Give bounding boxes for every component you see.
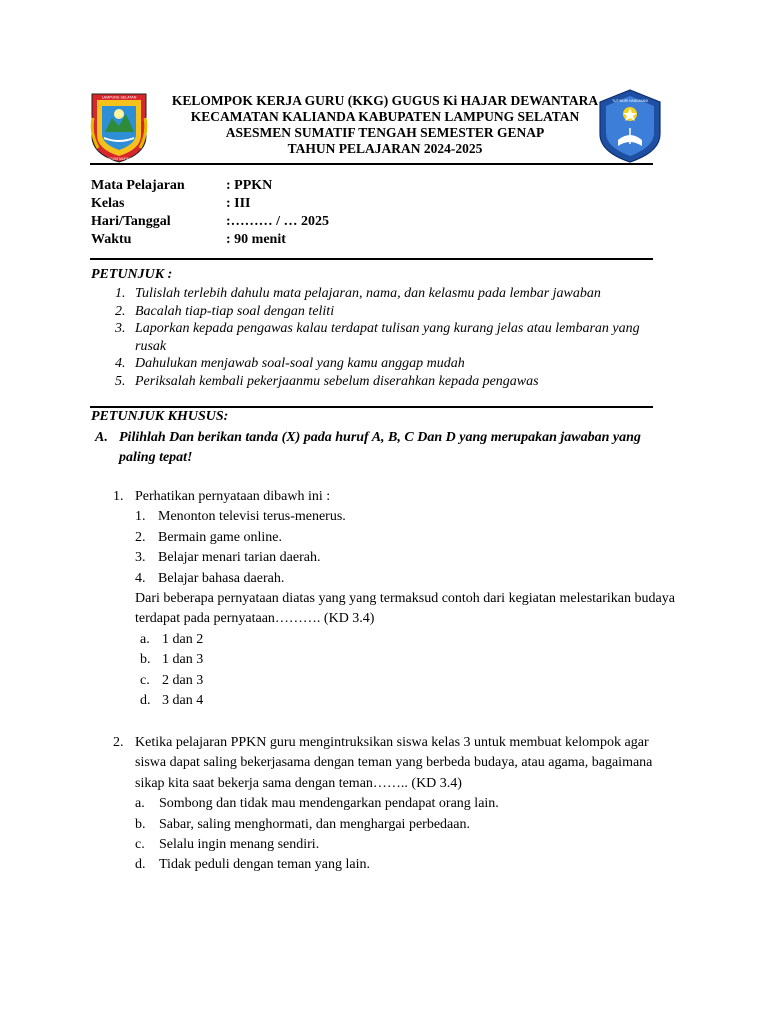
question-prompt: Dari beberapa pernyataan diatas yang yang termaksud contoh dari kegiatan melestarikan budaya terdapat pada pernyataan………. (KD 3.4) (135, 591, 675, 627)
question-number: 1. (113, 489, 124, 504)
statement-text: Belajar bahasa daerah. (158, 570, 285, 586)
answer-option[interactable] (135, 794, 676, 814)
identity-value: : 90 menit (226, 232, 286, 247)
identity-value: :……… / … 2025 (226, 214, 330, 229)
letterhead (150, 93, 620, 157)
statement-item (135, 528, 676, 548)
section-marker: A. (95, 430, 108, 445)
identity-label: Hari/Tanggal (91, 214, 171, 229)
instruction-item (91, 303, 661, 321)
instruction-number: 4. (115, 356, 126, 371)
header-line-4: TAHUN PELAJARAN 2024-2025 (287, 141, 483, 156)
instruction-text: Bacalah tiap-tiap soal dengan teliti (135, 303, 335, 319)
option-text: 2 dan 3 (162, 672, 204, 688)
identity-label: Waktu (91, 232, 132, 247)
special-instructions (91, 408, 661, 468)
question-row (91, 487, 676, 711)
answer-option[interactable] (135, 815, 676, 835)
statement-item (135, 507, 676, 527)
instruction-text: Laporkan kepada pengawas kalau terdapat tulisan yang kurang jelas atau lembaran yang rusak (135, 321, 640, 354)
statement-number: 3. (135, 550, 146, 566)
logo-right-text: TUT WURI HANDAYANI (612, 99, 648, 103)
option-text: Selalu ingin menang sendiri. (159, 837, 320, 853)
header-line-1: KELOMPOK KERJA GURU (KKG) GUGUS Ki HAJAR DEWANTARA (171, 93, 599, 108)
statement-text: Menonton televisi terus-menerus. (158, 509, 346, 525)
identity-block (91, 177, 329, 249)
lampung-selatan-crest-logo (88, 88, 150, 164)
identity-row-subject (91, 177, 329, 195)
option-text: Sombong dan tidak mau mendengarkan pendapat orang lain. (159, 796, 499, 812)
identity-row-time (91, 231, 329, 249)
identity-value: : III (226, 196, 251, 211)
question-number: 2. (113, 735, 124, 750)
statement-number: 2. (135, 529, 146, 545)
instruction-number: 3. (115, 321, 126, 336)
statement-number: 4. (135, 570, 146, 586)
statement-text: Belajar menari tarian daerah. (158, 550, 321, 566)
identity-label: Mata Pelajaran (91, 178, 185, 193)
option-letter: b. (140, 652, 151, 668)
instruction-number: 2. (115, 303, 126, 319)
section-a-instruction (91, 428, 661, 468)
question-body (135, 487, 676, 711)
statement-number: 1. (135, 509, 146, 525)
identity-row-date (91, 213, 329, 231)
identity-value: : PPKN (226, 178, 273, 193)
instruction-item (91, 373, 661, 391)
instruction-text: Tulislah terlebih dahulu mata pelajaran, nama, dan kelasmu pada lembar jawaban (135, 286, 601, 301)
identity-divider (90, 258, 653, 260)
instruction-item (91, 285, 661, 303)
option-letter: c. (135, 837, 145, 853)
question-row (91, 733, 676, 876)
question-stem: Ketika pelajaran PPKN guru mengintruksikan siswa kelas 3 untuk membuat kelompok agar siswa dapat saling bekerjasama dengan teman yang berbeda budaya, atau agama, bagaimana sikap kita saat bekerja sama dengan teman…….. (KD 3.4) (135, 735, 653, 791)
header-divider (90, 163, 653, 165)
tut-wuri-handayani-logo (596, 88, 664, 164)
logo-left-top-text: LAMPUNG SELATAN (101, 95, 137, 100)
general-instructions (91, 266, 661, 390)
option-text: 1 dan 2 (162, 631, 204, 647)
question-stem: Perhatikan pernyataan dibawh ini : (135, 489, 331, 504)
statement-item (135, 548, 676, 568)
answer-option[interactable] (135, 855, 676, 875)
instruction-number: 1. (115, 286, 126, 301)
option-text: Sabar, saling menghormati, dan menghargai perbedaan. (159, 816, 470, 832)
answer-option[interactable] (135, 835, 676, 855)
statement-text: Bermain game online. (158, 529, 283, 545)
answer-option[interactable] (135, 650, 676, 670)
instruction-number: 5. (115, 373, 126, 389)
option-text: 3 dan 4 (162, 693, 204, 709)
logo-left-bottom-text: KHAGOM MUFAKAT (103, 157, 135, 161)
header-line-3: ASESMEN SUMATIF TENGAH SEMESTER GENAP (225, 125, 545, 140)
question-2 (91, 733, 676, 876)
special-instructions-title: PETUNJUK KHUSUS: (91, 409, 229, 424)
instruction-text: Periksalah kembali pekerjaanmu sebelum diserahkan kepada pengawas (135, 373, 539, 389)
instructions-title: PETUNJUK : (91, 267, 173, 282)
header-line-2: KECAMATAN KALIANDA KABUPATEN LAMPUNG SELATAN (190, 109, 580, 124)
instruction-text: Dahulukan menjawab soal-soal yang kamu anggap mudah (135, 356, 465, 371)
instruction-item (91, 320, 661, 355)
identity-row-class (91, 195, 329, 213)
instruction-item (91, 355, 661, 373)
option-letter: a. (135, 796, 145, 812)
option-letter: a. (140, 631, 150, 647)
option-text: Tidak peduli dengan teman yang lain. (159, 857, 370, 873)
section-instruction-text: Pilihlah Dan berikan tanda (X) pada huruf A, B, C Dan D yang merupakan jawaban yang paling tepat! (119, 430, 641, 465)
question-1 (91, 487, 676, 711)
question-body (135, 733, 676, 876)
option-letter: c. (140, 672, 150, 688)
option-letter: b. (135, 816, 146, 832)
answer-option[interactable] (135, 671, 676, 691)
answer-option[interactable] (135, 691, 676, 711)
answer-option[interactable] (135, 630, 676, 650)
option-letter: d. (140, 693, 151, 709)
option-letter: d. (135, 857, 146, 873)
option-text: 1 dan 3 (162, 652, 204, 668)
statement-item (135, 569, 676, 589)
identity-label: Kelas (91, 196, 125, 211)
instructions-list (91, 285, 661, 390)
